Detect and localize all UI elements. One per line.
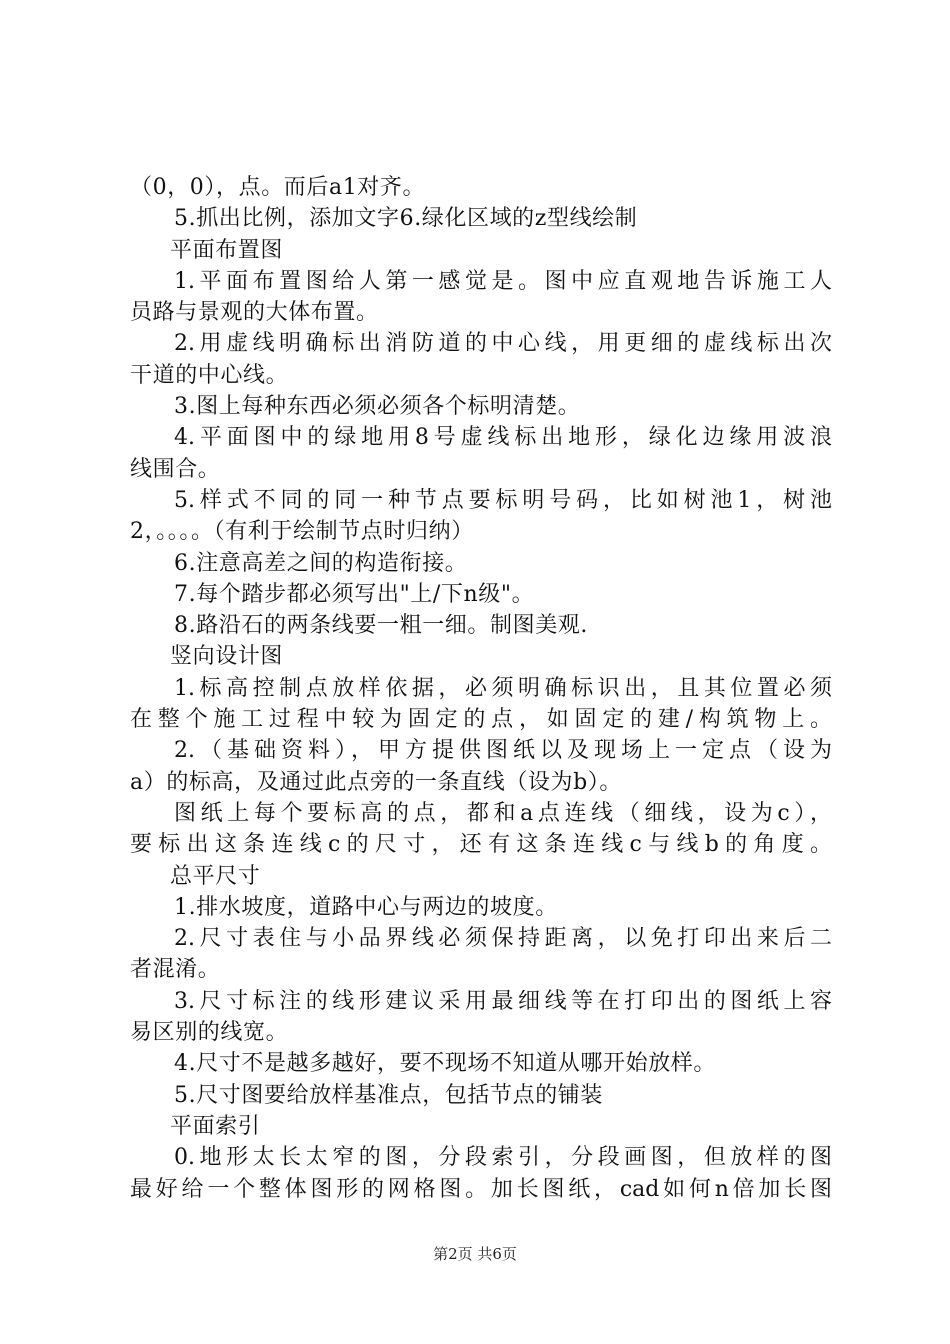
- text-line: 干道的中心线。: [130, 362, 289, 388]
- text-line: 4.尺寸不是越多越好，要不现场不知道从哪开始放样。: [174, 1051, 716, 1077]
- text-line: 要标出这条连线c的尺寸，还有这条连线c与线b的角度。: [130, 832, 832, 858]
- text-line: 3.图上每种东西必须必须各个标明清楚。: [174, 394, 581, 420]
- text-line: 0.地形太长太窄的图，分段索引，分段画图，但放样的图: [174, 1145, 832, 1171]
- text-line: 最好给一个整体图形的网格图。加长图纸，cad如何n倍加长图: [130, 1176, 832, 1202]
- text-line: 1.排水坡度，道路中心与两边的坡度。: [174, 894, 558, 920]
- text-line: 5.样式不同的同一种节点要标明号码，比如树池1，树池: [174, 487, 832, 513]
- section-heading-vertical-design: 竖向设计图: [170, 644, 284, 670]
- text-line: 2.尺寸表住与小品界线必须保持距离，以免打印出来后二: [174, 926, 832, 952]
- text-line: 2.（基础资料），甲方提供图纸以及现场上一定点（设为: [174, 738, 832, 764]
- document-body: [130, 172, 832, 1205]
- text-line: 8.路沿石的两条线要一粗一细。制图美观.: [174, 613, 588, 639]
- text-line: 4.平面图中的绿地用8号虚线标出地形，绿化边缘用波浪: [174, 425, 832, 451]
- text-line: 7.每个踏步都必须写出"上/下n级"。: [174, 581, 535, 607]
- text-line: 5.抓出比例，添加文字6.绿化区域的z型线绘制: [174, 206, 638, 232]
- text-line: 2.用虚线明确标出消防道的中心线，用更细的虚线标出次: [174, 331, 832, 357]
- text-line: 线围合。: [130, 456, 221, 482]
- section-heading-plan-index: 平面索引: [170, 1113, 261, 1139]
- text-line: 2，。。。。（有利于绘制节点时归纳）: [130, 519, 474, 545]
- text-line: 员路与景观的大体布置。: [130, 300, 379, 326]
- text-line: a）的标高，及通过此点旁的一条直线（设为b）。: [130, 769, 623, 795]
- text-line: 1.平面布置图给人第一感觉是。图中应直观地告诉施工人: [174, 268, 832, 294]
- text-line: 3.尺寸标注的线形建议采用最细线等在打印出的图纸上容: [174, 988, 832, 1014]
- text-line: 图纸上每个要标高的点，都和a点连线（细线，设为c），: [174, 800, 832, 826]
- text-line: 易区别的线宽。: [130, 1020, 289, 1046]
- text-line: 6.注意高差之间的构造衔接。: [174, 550, 468, 576]
- section-heading-layout-plan: 平面布置图: [170, 237, 284, 263]
- section-heading-general-dimensions: 总平尺寸: [170, 863, 261, 889]
- text-line: 5.尺寸图要给放样基准点，包括节点的铺装: [174, 1082, 603, 1108]
- text-line: （0，0），点。而后a1对齐。: [130, 175, 426, 200]
- text-line: 1.标高控制点放样依据，必须明确标识出，且其位置必须: [174, 675, 832, 701]
- text-line: 者混淆。: [130, 957, 221, 983]
- page-number-footer: 第2页 共6页: [433, 1245, 517, 1263]
- text-line: 在整个施工过程中较为固定的点，如固定的建/构筑物上。: [130, 707, 832, 733]
